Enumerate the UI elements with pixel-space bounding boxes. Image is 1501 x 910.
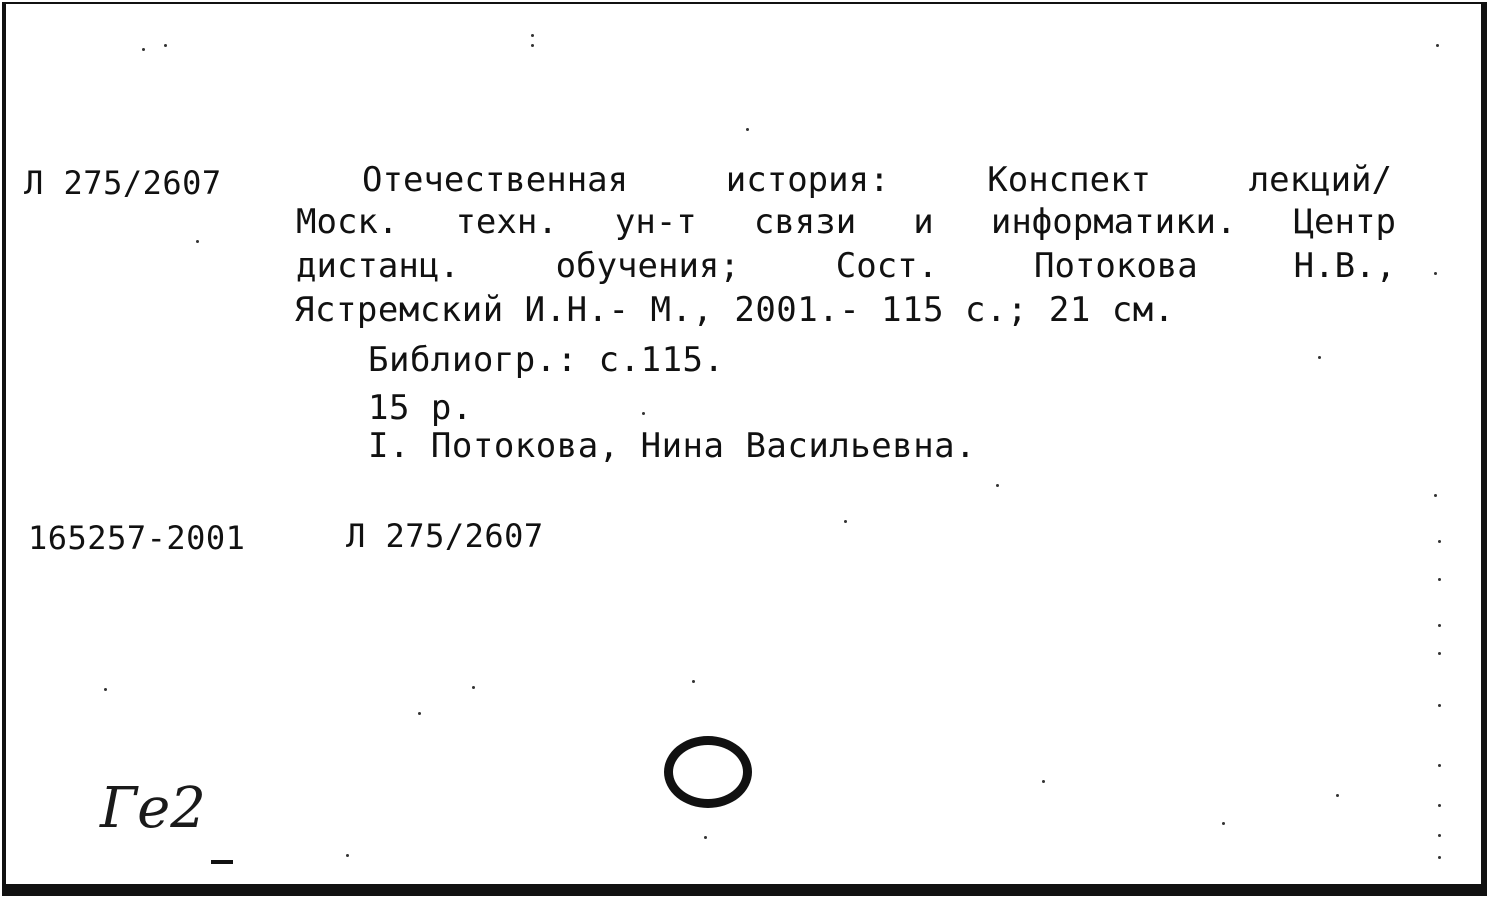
- description-word: история:: [725, 160, 890, 200]
- description-word: лекций/: [1248, 160, 1392, 200]
- scan-speck: [164, 44, 167, 47]
- description-word: Моск.: [296, 202, 399, 242]
- description-word: техн.: [455, 202, 558, 242]
- scan-speck: [104, 688, 107, 691]
- scan-speck: [1222, 822, 1225, 825]
- scan-speck: [196, 240, 199, 243]
- description-word: и: [913, 202, 934, 242]
- description-line-3: [296, 246, 1396, 286]
- call-number-bottom: Л 275/2607: [346, 517, 544, 555]
- description-word: ун-т: [614, 202, 697, 242]
- handwritten-mark: Ге2: [100, 776, 206, 841]
- scan-speck: [1318, 356, 1321, 359]
- scan-speck: [1438, 540, 1441, 543]
- scan-speck: [1438, 704, 1441, 707]
- scan-speck: [531, 34, 534, 37]
- description-word: информатики.: [990, 202, 1237, 242]
- price: 15 р.: [368, 388, 473, 428]
- bibliography-note: Библиогр.: с.115.: [368, 340, 725, 380]
- scan-speck: [346, 854, 349, 857]
- scan-speck: [142, 48, 145, 51]
- description-line-4: Ястремский И.Н.- М., 2001.- 115 с.; 21 см.: [294, 290, 1175, 330]
- description-word: Потокова: [1033, 246, 1198, 286]
- description-word: дистанц.: [296, 246, 460, 286]
- scan-speck: [692, 680, 695, 683]
- scan-speck: [1434, 494, 1437, 497]
- scan-speck: [704, 836, 707, 839]
- description-line-2: [296, 202, 1396, 242]
- scan-speck: [1434, 272, 1437, 275]
- punch-hole: [664, 736, 752, 808]
- scan-speck: [472, 686, 475, 689]
- description-word: Конспект: [987, 160, 1152, 200]
- scan-speck: [1438, 578, 1441, 581]
- scan-speck: [1438, 856, 1441, 859]
- scan-speck: [1042, 780, 1045, 783]
- scan-speck: [746, 128, 749, 131]
- description-word: связи: [753, 202, 857, 242]
- description-word: Отечественная: [362, 160, 629, 200]
- description-word: обучения;: [555, 246, 740, 286]
- scan-speck: [996, 484, 999, 487]
- scan-speck: [1438, 764, 1441, 767]
- inventory-number: 165257-2001: [28, 519, 246, 557]
- description-line-1: [362, 160, 1392, 200]
- description-word: Н.В.,: [1293, 246, 1396, 286]
- scan-speck: [1336, 794, 1339, 797]
- scan-speck: [531, 44, 534, 47]
- scan-speck: [418, 712, 421, 715]
- added-entry: I. Потокова, Нина Васильевна.: [368, 426, 977, 466]
- scan-speck: [844, 520, 847, 523]
- description-word: Сост.: [835, 246, 939, 286]
- scan-speck: [1438, 652, 1441, 655]
- description-word: Центр: [1293, 202, 1396, 242]
- scan-speck: [1438, 804, 1441, 807]
- scan-speck: [642, 412, 645, 415]
- catalog-card: [2, 2, 1487, 896]
- scan-speck: [1436, 44, 1439, 47]
- scan-speck: [1438, 834, 1441, 837]
- ink-dash: [211, 860, 233, 864]
- call-number-top: Л 275/2607: [24, 164, 222, 202]
- scan-speck: [1438, 624, 1441, 627]
